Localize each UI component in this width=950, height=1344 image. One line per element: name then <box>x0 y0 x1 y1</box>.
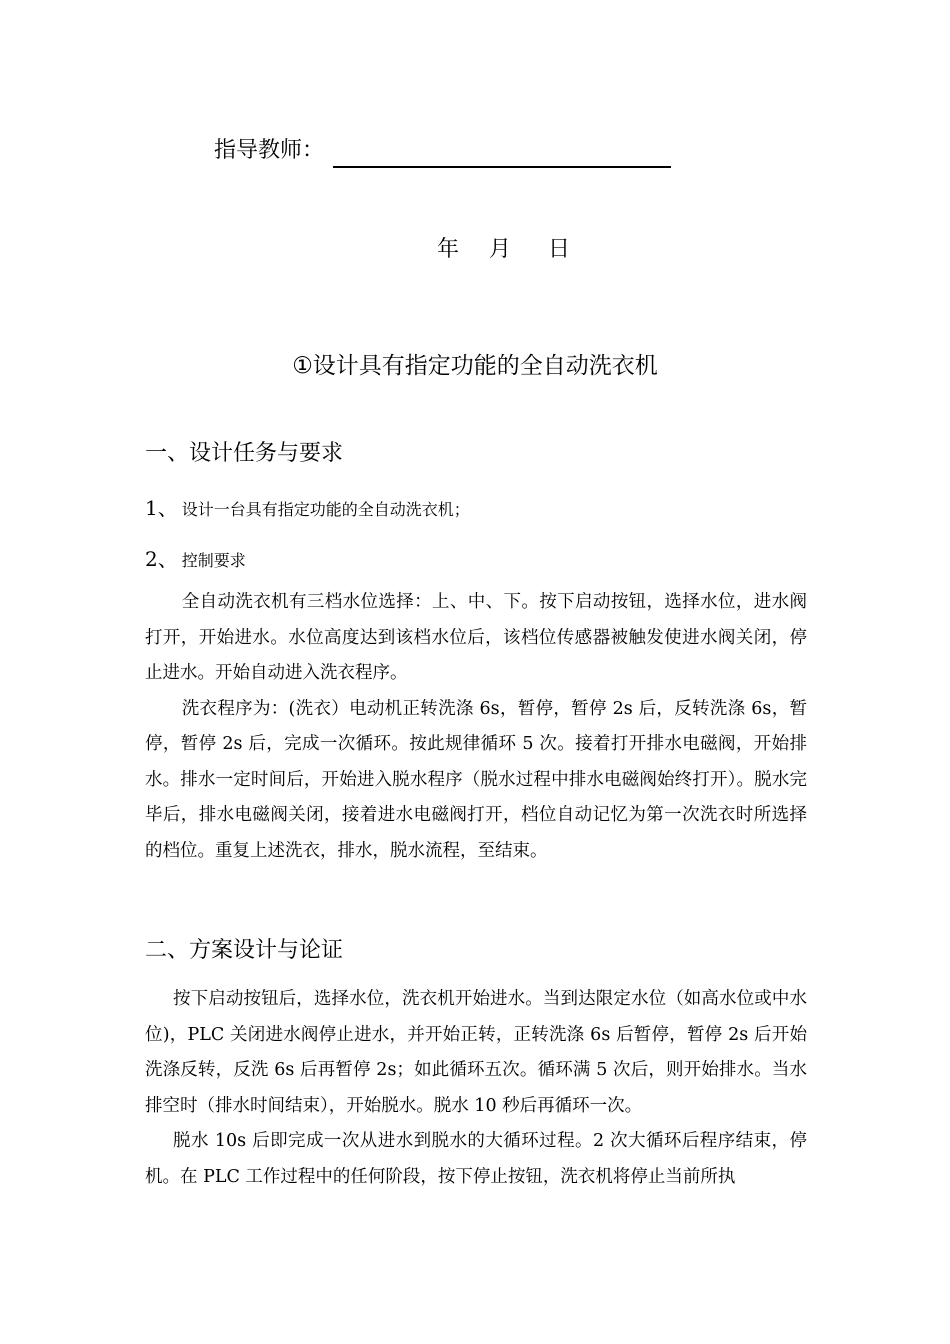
advisor-label: 指导教师： <box>214 138 325 163</box>
date-day: 日 <box>548 237 571 262</box>
document-title: ①设计具有指定功能的全自动洗衣机 <box>292 353 658 379</box>
list-item-text: 设计一台具有指定功能的全自动洗衣机； <box>181 500 470 519</box>
paragraph: 全自动洗衣机有三档水位选择：上、中、下。按下启动按钮，选择水位，进水阀打开，开始进水。水位高度达到该档水位后，该档位传感器被触发使进水阀关闭，停止进水。开始自动进入洗衣程序。 <box>145 592 807 683</box>
paragraph: 脱水 10s 后即完成一次从进水到脱水的大循环过程。2 次大循环后程序结束，停机。在 PLC 工作过程中的任何阶段，按下停止按钮，洗衣机将停止当前所执 <box>145 1131 807 1187</box>
advisor-signature-line <box>333 166 671 168</box>
date-line <box>437 235 570 265</box>
section2-body <box>145 982 807 1195</box>
section1-body <box>145 585 807 869</box>
list-item <box>145 544 246 576</box>
paragraph: 洗衣程序为：(洗衣）电动机正转洗涤 6s，暂停，暂停 2s 后，反转洗涤 6s，暂停，暂停 2s 后，完成一次循环。按此规律循环 5 次。接着打开排水电磁阀，开始排水。排水一定时间后，开始进入脱水程序（脱水过程中排水电磁阀始终打开）。脱水完毕后，排水电磁阀关闭，接着进水电磁阀打开，档位自动记忆为第一次洗衣时所选择的档位。重复上述洗衣，排水，脱水流程，至结束。 <box>145 698 807 861</box>
list-item-text: 控制要求 <box>181 551 246 570</box>
date-month: 月 <box>489 237 512 262</box>
paragraph: 按下启动按钮后，选择水位，洗衣机开始进水。当到达限定水位（如高水位或中水位)，PLC 关闭进水阀停止进水，并开始正转，正转洗涤 6s 后暂停，暂停 2s 后开始洗涤反转，反洗 6s 后再暂停 2s；如此循环五次。循环满 5 次后，则开始排水。当水排空时（排水时间结束），开始脱水。脱水 10 秒后再循环一次。 <box>145 989 807 1116</box>
section1-heading: 一、设计任务与要求 <box>145 441 344 466</box>
list-item <box>145 493 470 525</box>
list-item-number: 1、 <box>145 496 178 520</box>
list-item-number: 2、 <box>145 547 178 571</box>
section2-heading: 二、方案设计与论证 <box>145 938 344 963</box>
date-year: 年 <box>437 237 460 262</box>
